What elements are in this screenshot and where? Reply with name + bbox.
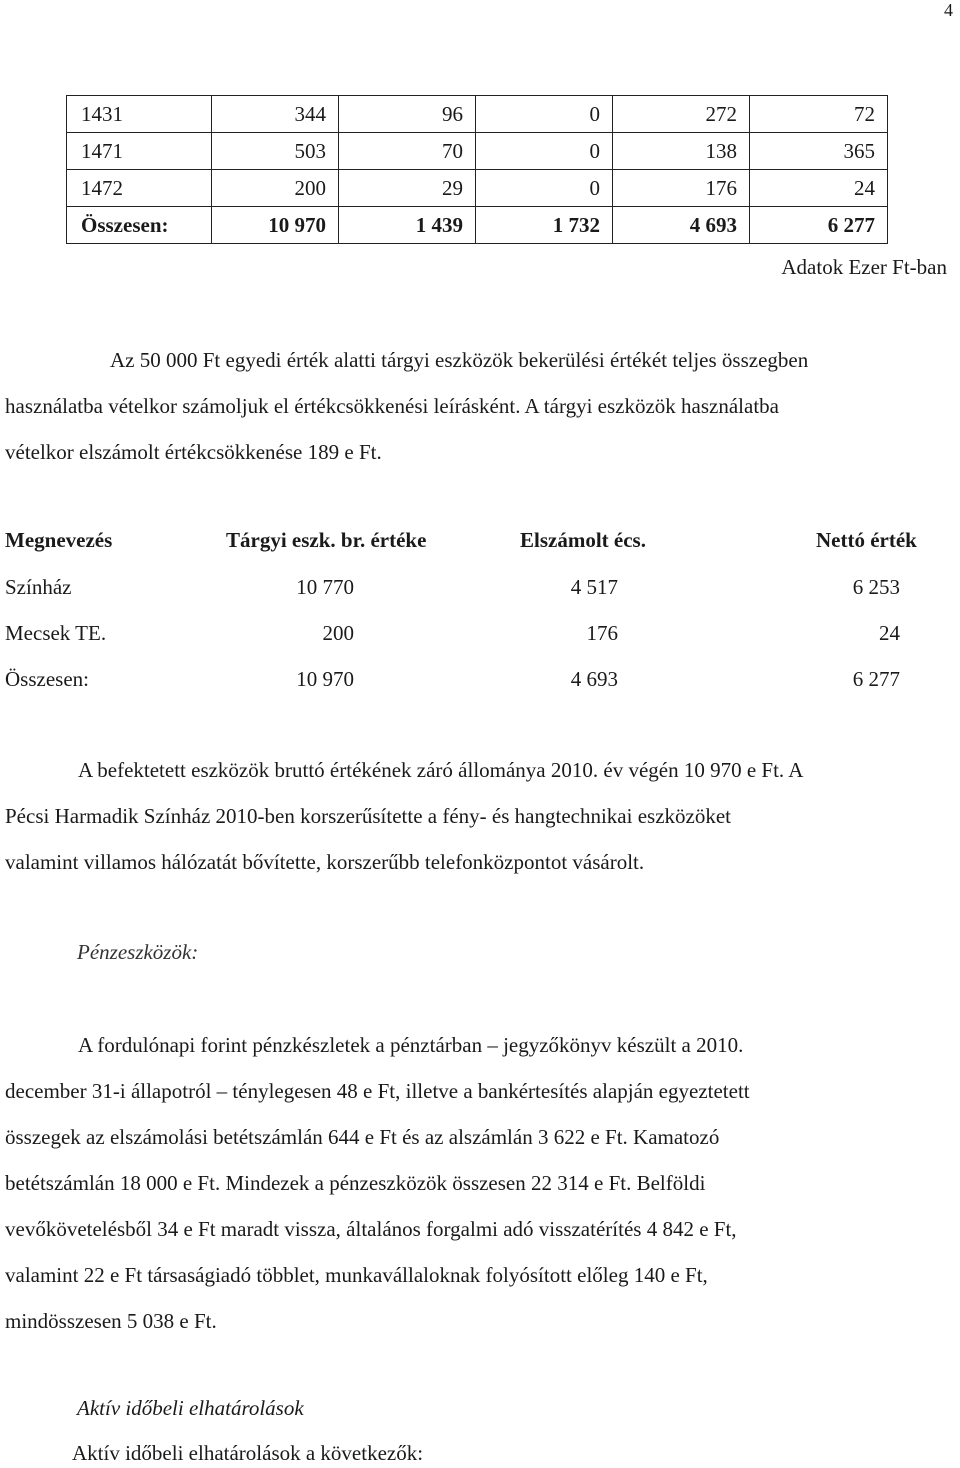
summary-cell: 10 970 [296, 667, 354, 691]
table-cell: 272 [613, 96, 750, 133]
summary-cell: 24 [879, 621, 900, 645]
table-total-row [67, 207, 888, 244]
summary-cell: 200 [322, 621, 354, 645]
summary-cell: Összesen: [5, 667, 89, 691]
table-cell: 70 [339, 133, 476, 170]
table-row [67, 96, 888, 133]
table-cell: 0 [476, 170, 613, 207]
summary-header: Megnevezés [5, 528, 113, 552]
table-cell: 1472 [67, 170, 212, 207]
paragraph-line: A fordulónapi forint pénzkészletek a pénztárban – jegyzőkönyv készült a 2010. [78, 1033, 744, 1057]
summary-cell: 10 770 [296, 575, 354, 599]
table-cell: 4 693 [613, 207, 750, 244]
paragraph-line: december 31-i állapotról – ténylegesen 48 e Ft, illetve a bankértesítés alapján egyeztetett [5, 1079, 750, 1103]
table-cell: 1 732 [476, 207, 613, 244]
summary-cell: 6 253 [852, 575, 900, 599]
summary-header: Nettó érték [816, 528, 917, 552]
table-cell: 0 [476, 133, 613, 170]
page-number: 4 [944, 0, 953, 20]
paragraph-line: vételkor elszámolt értékcsökkenése 189 e Ft. [5, 440, 382, 464]
accruals-intro: Aktív időbeli elhatárolások a következők: [72, 1441, 424, 1465]
summary-cell: Mecsek TE. [5, 621, 107, 645]
paragraph-line: Pécsi Harmadik Színház 2010-ben korszerűsítette a fény- és hangtechnikai eszközöket [5, 804, 731, 828]
table-cell: 10 970 [212, 207, 339, 244]
table-cell: 176 [613, 170, 750, 207]
table-cell: Összesen: [67, 207, 212, 244]
table-row [67, 170, 888, 207]
paragraph-line: összegek az elszámolási betétszámlán 644 e Ft és az alszámlán 3 622 e Ft. Kamatozó [5, 1125, 720, 1149]
paragraph-line: valamint 22 e Ft társaságiadó többlet, munkavállaloknak folyósított előleg 140 e Ft, [5, 1263, 708, 1287]
paragraph-fixed-assets [5, 747, 950, 885]
table-row [67, 133, 888, 170]
table-cell: 6 277 [750, 207, 888, 244]
table-cell: 138 [613, 133, 750, 170]
table-cell: 344 [212, 96, 339, 133]
summary-cell: 4 517 [570, 575, 618, 599]
table-cell: 1471 [67, 133, 212, 170]
paragraph-line: Az 50 000 Ft egyedi érték alatti tárgyi eszközök bekerülési értékét teljes összegben [110, 348, 809, 372]
summary-cell: 176 [586, 621, 618, 645]
table-cell: 29 [339, 170, 476, 207]
table-cell: 503 [212, 133, 339, 170]
section-heading-accruals: Aktív időbeli elhatárolások [77, 1396, 304, 1420]
paragraph-line: mindösszesen 5 038 e Ft. [5, 1309, 217, 1333]
paragraph-cash [5, 1022, 950, 1344]
summary-header: Tárgyi eszk. br. értéke [226, 528, 427, 552]
table-cell: 96 [339, 96, 476, 133]
summary-cell: 4 693 [570, 667, 618, 691]
section-heading-cash: Pénzeszközök: [77, 940, 199, 964]
table-cell: 0 [476, 96, 613, 133]
summary-header: Elszámolt écs. [520, 528, 646, 552]
paragraph-line: valamint villamos hálózatát bővítette, korszerűbb telefonközpontot vásárolt. [5, 850, 645, 874]
paragraph-line: használatba vételkor számoljuk el értékcsökkenési leírásként. A tárgyi eszközök használatba [5, 394, 779, 418]
summary-cell: 6 277 [852, 667, 900, 691]
summary-cell: Színház [5, 575, 72, 599]
paragraph-line: vevőkövetelésből 34 e Ft maradt vissza, általános forgalmi adó visszatérítés 4 842 e Ft, [5, 1217, 737, 1241]
unit-note: Adatok Ezer Ft-ban [781, 255, 947, 279]
paragraph-small-assets [5, 337, 950, 475]
paragraph-line: betétszámlán 18 000 e Ft. Mindezek a pénzeszközök összesen 22 314 e Ft. Belföldi [5, 1171, 706, 1195]
table-cell: 365 [750, 133, 888, 170]
asset-table [66, 95, 888, 244]
table-cell: 200 [212, 170, 339, 207]
table-cell: 1431 [67, 96, 212, 133]
table-cell: 1 439 [339, 207, 476, 244]
table-cell: 24 [750, 170, 888, 207]
table-cell: 72 [750, 96, 888, 133]
paragraph-line: A befektetett eszközök bruttó értékének záró állománya 2010. év végén 10 970 e Ft. A [78, 758, 804, 782]
